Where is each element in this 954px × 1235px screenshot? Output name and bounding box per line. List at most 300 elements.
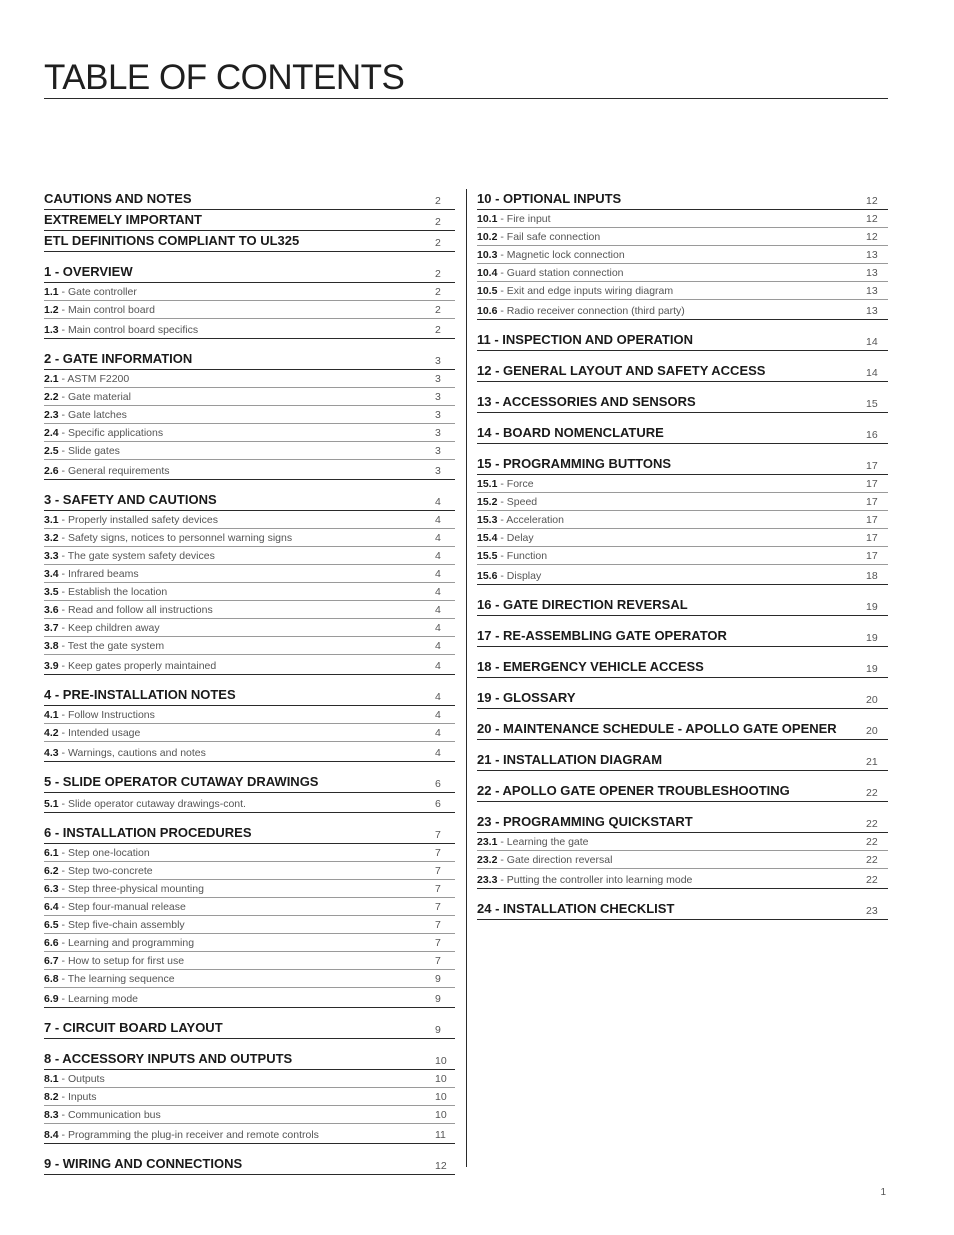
toc-entry-text: Inputs bbox=[67, 1091, 97, 1103]
toc-entry-8-3[interactable] bbox=[44, 1106, 455, 1124]
toc-page-number: 17 bbox=[866, 514, 878, 526]
toc-page-number: 3 bbox=[435, 409, 441, 421]
toc-entry-3-3[interactable] bbox=[44, 547, 455, 565]
toc-entry-10-5[interactable] bbox=[477, 282, 888, 300]
section-gap bbox=[477, 351, 888, 361]
toc-page-number: 23 bbox=[866, 905, 878, 917]
toc-entry-number: 6.5 bbox=[44, 919, 59, 931]
toc-entry-number: 15.1 bbox=[477, 478, 498, 490]
toc-entry-1-2[interactable] bbox=[44, 301, 455, 319]
toc-entry-15-3[interactable] bbox=[477, 511, 888, 529]
toc-page-number: 22 bbox=[866, 854, 878, 866]
toc-entry-text: Safety signs, notices to personnel warning signs bbox=[67, 532, 293, 544]
toc-page-number: 20 bbox=[866, 725, 878, 737]
toc-section-3-safety-and-cautions[interactable] bbox=[44, 490, 455, 511]
toc-entry-2-6[interactable] bbox=[44, 460, 455, 480]
toc-page-number: 7 bbox=[435, 919, 441, 931]
toc-entry-text: Step two-concrete bbox=[67, 865, 153, 877]
toc-section-title: 20 - MAINTENANCE SCHEDULE - APOLLO GATE OPENER bbox=[477, 721, 837, 736]
section-gap bbox=[44, 813, 455, 823]
toc-section-12-general-layout-and-safety-access[interactable] bbox=[477, 361, 888, 382]
toc-page-number: 7 bbox=[435, 883, 441, 895]
toc-page-number: 4 bbox=[435, 709, 441, 721]
toc-entry-separator: - bbox=[58, 324, 68, 336]
toc-entry-label bbox=[44, 603, 213, 618]
toc-entry-label bbox=[44, 426, 163, 441]
toc-entry-6-4[interactable] bbox=[44, 898, 455, 916]
toc-page-number: 17 bbox=[866, 550, 878, 562]
toc-page-number: 4 bbox=[435, 496, 441, 508]
section-gap bbox=[477, 444, 888, 454]
toc-entry-6-2[interactable] bbox=[44, 862, 455, 880]
toc-entry-separator: - bbox=[497, 836, 507, 848]
toc-entry-label bbox=[477, 266, 624, 281]
toc-section-20-maintenance-schedule-apollo-gate-opener[interactable] bbox=[477, 719, 888, 740]
toc-entry-separator: - bbox=[497, 249, 507, 261]
toc-page-number: 2 bbox=[435, 237, 441, 249]
section-gap bbox=[477, 709, 888, 719]
toc-page-number: 22 bbox=[866, 818, 878, 830]
toc-entry-label bbox=[44, 864, 153, 879]
toc-entry-text: Slide gates bbox=[67, 445, 120, 457]
toc-entry-separator: - bbox=[497, 213, 507, 225]
toc-entry-3-8[interactable] bbox=[44, 637, 455, 655]
toc-entry-number: 23.3 bbox=[477, 874, 498, 886]
toc-entry-4-2[interactable] bbox=[44, 724, 455, 742]
toc-entry-number: 1.2 bbox=[44, 304, 59, 316]
toc-entry-8-4[interactable] bbox=[44, 1124, 455, 1144]
toc-entry-separator: - bbox=[58, 901, 68, 913]
toc-section-11-inspection-and-operation[interactable] bbox=[477, 330, 888, 351]
toc-entry-1-3[interactable] bbox=[44, 319, 455, 339]
toc-section-19-glossary[interactable] bbox=[477, 688, 888, 709]
toc-entry-separator: - bbox=[58, 304, 68, 316]
toc-page-number: 13 bbox=[866, 249, 878, 261]
toc-entry-label bbox=[44, 846, 150, 861]
section-gap bbox=[477, 771, 888, 781]
toc-page-number: 13 bbox=[866, 305, 878, 317]
toc-page-number: 7 bbox=[435, 955, 441, 967]
toc-section-24-installation-checklist[interactable] bbox=[477, 899, 888, 920]
toc-entry-3-4[interactable] bbox=[44, 565, 455, 583]
toc-entry-separator: - bbox=[58, 568, 68, 580]
toc-entry-label bbox=[44, 567, 139, 582]
toc-entry-10-2[interactable] bbox=[477, 228, 888, 246]
toc-entry-label bbox=[44, 1128, 319, 1143]
toc-entry-label bbox=[44, 513, 218, 528]
toc-section-title: 12 - GENERAL LAYOUT AND SAFETY ACCESS bbox=[477, 363, 766, 378]
toc-entry-number: 2.2 bbox=[44, 391, 59, 403]
toc-entry-text: Main control board specifics bbox=[67, 324, 199, 336]
toc-entry-15-1[interactable] bbox=[477, 475, 888, 493]
toc-section-4-pre-installation-notes[interactable] bbox=[44, 685, 455, 706]
toc-section-6-installation-procedures[interactable] bbox=[44, 823, 455, 844]
toc-entry-3-2[interactable] bbox=[44, 529, 455, 547]
toc-page-number: 19 bbox=[866, 601, 878, 613]
toc-entry-text: Test the gate system bbox=[67, 640, 165, 652]
toc-entry-6-9[interactable] bbox=[44, 988, 455, 1008]
toc-section-title: 15 - PROGRAMMING BUTTONS bbox=[477, 456, 672, 471]
toc-entry-23-2[interactable] bbox=[477, 851, 888, 869]
toc-entry-label bbox=[44, 1072, 105, 1087]
toc-section-10-optional-inputs[interactable] bbox=[477, 189, 888, 210]
toc-entry-label bbox=[477, 531, 534, 546]
toc-entry-8-2[interactable] bbox=[44, 1088, 455, 1106]
toc-page-number: 2 bbox=[435, 268, 441, 280]
toc-entry-number: 2.4 bbox=[44, 427, 59, 439]
toc-entry-number: 10.2 bbox=[477, 231, 498, 243]
toc-entry-label bbox=[44, 882, 204, 897]
toc-page-number: 22 bbox=[866, 874, 878, 886]
toc-entry-label bbox=[477, 248, 625, 263]
toc-entry-separator: - bbox=[58, 286, 68, 298]
toc-entry-label bbox=[44, 372, 129, 387]
toc-page-number: 17 bbox=[866, 496, 878, 508]
toc-entry-4-3[interactable] bbox=[44, 742, 455, 762]
toc-entry-label bbox=[477, 853, 612, 868]
toc-entry-number: 1.1 bbox=[44, 286, 59, 298]
toc-entry-6-8[interactable] bbox=[44, 970, 455, 988]
toc-entry-separator: - bbox=[58, 640, 68, 652]
toc-page-number: 7 bbox=[435, 865, 441, 877]
toc-entry-number: 6.9 bbox=[44, 993, 59, 1005]
toc-section-16-gate-direction-reversal[interactable] bbox=[477, 595, 888, 616]
toc-entry-6-5[interactable] bbox=[44, 916, 455, 934]
toc-entry-separator: - bbox=[58, 1091, 68, 1103]
toc-section-13-accessories-and-sensors[interactable] bbox=[477, 392, 888, 413]
toc-entry-text: Force bbox=[506, 478, 534, 490]
toc-page-number: 12 bbox=[866, 231, 878, 243]
toc-entry-number: 15.2 bbox=[477, 496, 498, 508]
toc-entry-6-1[interactable] bbox=[44, 844, 455, 862]
toc-entry-text: Step five-chain assembly bbox=[67, 919, 185, 931]
toc-entry-text: Infrared beams bbox=[67, 568, 139, 580]
toc-section-2-gate-information[interactable] bbox=[44, 349, 455, 370]
toc-entry-separator: - bbox=[58, 427, 68, 439]
section-gap bbox=[477, 647, 888, 657]
toc-section-title: 14 - BOARD NOMENCLATURE bbox=[477, 425, 664, 440]
toc-section-title: 17 - RE-ASSEMBLING GATE OPERATOR bbox=[477, 628, 727, 643]
toc-entry-text: Establish the location bbox=[67, 586, 168, 598]
toc-page-number: 14 bbox=[866, 336, 878, 348]
toc-page-number: 6 bbox=[435, 798, 441, 810]
toc-page-number: 2 bbox=[435, 195, 441, 207]
toc-page-number: 2 bbox=[435, 304, 441, 316]
toc-entry-separator: - bbox=[58, 1073, 68, 1085]
toc-section-title: 21 - INSTALLATION DIAGRAM bbox=[477, 752, 663, 767]
toc-entry-label bbox=[477, 284, 673, 299]
section-gap bbox=[44, 762, 455, 772]
toc-entry-label bbox=[44, 585, 167, 600]
toc-entry-number: 6.6 bbox=[44, 937, 59, 949]
toc-entry-label bbox=[44, 531, 292, 546]
toc-page-number: 22 bbox=[866, 836, 878, 848]
toc-entry-text: Read and follow all instructions bbox=[67, 604, 213, 616]
toc-entry-3-9[interactable] bbox=[44, 655, 455, 675]
toc-page-number: 4 bbox=[435, 622, 441, 634]
toc-entry-label bbox=[44, 323, 198, 338]
toc-page-number: 13 bbox=[866, 267, 878, 279]
toc-entry-number: 3.7 bbox=[44, 622, 59, 634]
toc-section-22-apollo-gate-opener-troubleshooting[interactable] bbox=[477, 781, 888, 802]
toc-entry-1-1[interactable] bbox=[44, 283, 455, 301]
toc-section-1-overview[interactable] bbox=[44, 262, 455, 283]
toc-entry-separator: - bbox=[497, 550, 507, 562]
toc-entry-2-4[interactable] bbox=[44, 424, 455, 442]
toc-page-number: 19 bbox=[866, 663, 878, 675]
toc-entry-label bbox=[44, 936, 194, 951]
toc-section-etl-definitions-compliant-to-ul325[interactable] bbox=[44, 231, 455, 252]
toc-entry-separator: - bbox=[58, 660, 68, 672]
toc-entry-number: 6.3 bbox=[44, 883, 59, 895]
toc-entry-label bbox=[44, 390, 131, 405]
toc-entry-8-1[interactable] bbox=[44, 1070, 455, 1088]
toc-entry-text: Intended usage bbox=[67, 727, 141, 739]
toc-entry-2-1[interactable] bbox=[44, 370, 455, 388]
toc-section-title: 6 - INSTALLATION PROCEDURES bbox=[44, 825, 252, 840]
toc-entry-separator: - bbox=[497, 514, 507, 526]
toc-entry-label bbox=[477, 513, 564, 528]
toc-entry-separator: - bbox=[58, 514, 68, 526]
toc-section-title: 1 - OVERVIEW bbox=[44, 264, 133, 279]
toc-entry-6-6[interactable] bbox=[44, 934, 455, 952]
toc-entry-5-1[interactable] bbox=[44, 793, 455, 813]
toc-entry-15-5[interactable] bbox=[477, 547, 888, 565]
toc-entry-label bbox=[44, 408, 127, 423]
section-gap bbox=[477, 585, 888, 595]
toc-section-title: 13 - ACCESSORIES AND SENSORS bbox=[477, 394, 696, 409]
toc-page-number: 12 bbox=[435, 1160, 447, 1172]
toc-entry-label bbox=[477, 873, 692, 888]
toc-entry-text: Gate material bbox=[67, 391, 131, 403]
toc-entry-label bbox=[44, 621, 160, 636]
section-gap bbox=[477, 889, 888, 899]
toc-entry-separator: - bbox=[58, 550, 68, 562]
toc-entry-6-7[interactable] bbox=[44, 952, 455, 970]
toc-entry-4-1[interactable] bbox=[44, 706, 455, 724]
toc-section-title: 7 - CIRCUIT BOARD LAYOUT bbox=[44, 1020, 223, 1035]
toc-entry-separator: - bbox=[497, 478, 507, 490]
toc-entry-text: Keep children away bbox=[67, 622, 160, 634]
toc-entry-text: Magnetic lock connection bbox=[506, 249, 625, 261]
toc-right-column bbox=[477, 189, 888, 920]
toc-entry-text: Learning and programming bbox=[67, 937, 195, 949]
toc-entry-15-6[interactable] bbox=[477, 565, 888, 585]
section-gap bbox=[477, 616, 888, 626]
toc-entry-2-2[interactable] bbox=[44, 388, 455, 406]
toc-entry-separator: - bbox=[58, 919, 68, 931]
toc-entry-text: Speed bbox=[506, 496, 538, 508]
toc-entry-label bbox=[44, 900, 186, 915]
toc-page-number: 16 bbox=[866, 429, 878, 441]
toc-section-14-board-nomenclature[interactable] bbox=[477, 423, 888, 444]
toc-entry-label bbox=[44, 285, 137, 300]
toc-page-number: 14 bbox=[866, 367, 878, 379]
page-title: TABLE OF CONTENTS bbox=[44, 58, 888, 99]
section-gap bbox=[477, 740, 888, 750]
toc-section-title: 18 - EMERGENCY VEHICLE ACCESS bbox=[477, 659, 704, 674]
section-gap bbox=[44, 675, 455, 685]
toc-section-extremely-important[interactable] bbox=[44, 210, 455, 231]
toc-page-number: 4 bbox=[435, 660, 441, 672]
toc-entry-label bbox=[477, 549, 547, 564]
toc-entry-text: Exit and edge inputs wiring diagram bbox=[506, 285, 674, 297]
toc-entry-text: Display bbox=[506, 570, 542, 582]
toc-entry-separator: - bbox=[58, 993, 68, 1005]
toc-page-number: 4 bbox=[435, 586, 441, 598]
toc-entry-23-1[interactable] bbox=[477, 833, 888, 851]
toc-entry-separator: - bbox=[58, 973, 68, 985]
toc-page-number: 4 bbox=[435, 532, 441, 544]
toc-section-title: 23 - PROGRAMMING QUICKSTART bbox=[477, 814, 693, 829]
toc-page-number: 20 bbox=[866, 694, 878, 706]
toc-entry-text: Outputs bbox=[67, 1073, 105, 1085]
toc-entry-label bbox=[44, 659, 216, 674]
toc-page-number: 9 bbox=[435, 1024, 441, 1036]
toc-page-number: 18 bbox=[866, 570, 878, 582]
toc-page-number: 3 bbox=[435, 427, 441, 439]
toc-entry-text: Guard station connection bbox=[506, 267, 624, 279]
toc-entry-number: 10.5 bbox=[477, 285, 498, 297]
toc-entry-number: 3.8 bbox=[44, 640, 59, 652]
toc-entry-separator: - bbox=[58, 465, 68, 477]
toc-section-8-accessory-inputs-and-outputs[interactable] bbox=[44, 1049, 455, 1070]
toc-entry-number: 8.4 bbox=[44, 1129, 59, 1141]
toc-entry-label bbox=[44, 708, 155, 723]
toc-entry-3-7[interactable] bbox=[44, 619, 455, 637]
toc-entry-number: 5.1 bbox=[44, 798, 59, 810]
toc-entry-number: 10.4 bbox=[477, 267, 498, 279]
toc-entry-number: 15.5 bbox=[477, 550, 498, 562]
toc-page-number: 19 bbox=[866, 632, 878, 644]
toc-entry-label bbox=[44, 464, 170, 479]
section-gap bbox=[44, 480, 455, 490]
toc-entry-number: 2.5 bbox=[44, 445, 59, 457]
toc-entry-text: Acceleration bbox=[506, 514, 564, 526]
toc-entry-number: 2.6 bbox=[44, 465, 59, 477]
toc-page-number: 4 bbox=[435, 691, 441, 703]
toc-entry-10-4[interactable] bbox=[477, 264, 888, 282]
toc-entry-separator: - bbox=[58, 883, 68, 895]
toc-entry-number: 2.1 bbox=[44, 373, 59, 385]
toc-section-15-programming-buttons[interactable] bbox=[477, 454, 888, 475]
toc-entry-separator: - bbox=[58, 865, 68, 877]
toc-entry-separator: - bbox=[58, 1129, 68, 1141]
toc-entry-number: 15.3 bbox=[477, 514, 498, 526]
section-gap bbox=[44, 252, 455, 262]
toc-entry-3-5[interactable] bbox=[44, 583, 455, 601]
toc-section-21-installation-diagram[interactable] bbox=[477, 750, 888, 771]
toc-entry-separator: - bbox=[58, 955, 68, 967]
toc-page-number: 10 bbox=[435, 1055, 447, 1067]
toc-page-number: 3 bbox=[435, 373, 441, 385]
toc-section-7-circuit-board-layout[interactable] bbox=[44, 1018, 455, 1039]
toc-entry-number: 6.4 bbox=[44, 901, 59, 913]
toc-section-18-emergency-vehicle-access[interactable] bbox=[477, 657, 888, 678]
toc-page-number: 7 bbox=[435, 901, 441, 913]
toc-entry-6-3[interactable] bbox=[44, 880, 455, 898]
toc-entry-2-5[interactable] bbox=[44, 442, 455, 460]
toc-entry-number: 10.1 bbox=[477, 213, 498, 225]
toc-entry-15-2[interactable] bbox=[477, 493, 888, 511]
toc-page-number: 22 bbox=[866, 787, 878, 799]
toc-entry-3-1[interactable] bbox=[44, 511, 455, 529]
toc-entry-3-6[interactable] bbox=[44, 601, 455, 619]
toc-section-23-programming-quickstart[interactable] bbox=[477, 812, 888, 833]
toc-section-9-wiring-and-connections[interactable] bbox=[44, 1154, 455, 1175]
toc-entry-separator: - bbox=[497, 570, 507, 582]
toc-section-17-re-assembling-gate-operator[interactable] bbox=[477, 626, 888, 647]
toc-entry-number: 8.3 bbox=[44, 1109, 59, 1121]
toc-entry-separator: - bbox=[497, 267, 507, 279]
toc-page-number: 12 bbox=[866, 195, 878, 207]
toc-entry-2-3[interactable] bbox=[44, 406, 455, 424]
toc-page-number: 17 bbox=[866, 478, 878, 490]
toc-entry-text: Programming the plug-in receiver and remote controls bbox=[67, 1129, 319, 1141]
toc-page-number: 10 bbox=[435, 1109, 447, 1121]
toc-entry-text: Fire input bbox=[506, 213, 551, 225]
toc-section-title: 2 - GATE INFORMATION bbox=[44, 351, 193, 366]
toc-section-title: 10 - OPTIONAL INPUTS bbox=[477, 191, 622, 206]
toc-entry-label bbox=[44, 639, 164, 654]
toc-entry-separator: - bbox=[58, 532, 68, 544]
toc-entry-text: Learning the gate bbox=[506, 836, 589, 848]
toc-entry-text: Specific applications bbox=[67, 427, 164, 439]
toc-entry-text: Gate direction reversal bbox=[506, 854, 613, 866]
toc-section-5-slide-operator-cutaway-drawings[interactable] bbox=[44, 772, 455, 793]
toc-entry-number: 15.4 bbox=[477, 532, 498, 544]
toc-entry-number: 3.3 bbox=[44, 550, 59, 562]
toc-entry-23-3[interactable] bbox=[477, 869, 888, 889]
toc-entry-separator: - bbox=[58, 1109, 68, 1121]
toc-entry-text: Putting the controller into learning mode bbox=[506, 874, 693, 886]
toc-entry-label bbox=[477, 212, 551, 227]
toc-page-number: 17 bbox=[866, 460, 878, 472]
toc-entry-separator: - bbox=[58, 373, 68, 385]
toc-entry-label bbox=[44, 1090, 97, 1105]
toc-section-cautions-and-notes[interactable] bbox=[44, 189, 455, 210]
toc-entry-15-4[interactable] bbox=[477, 529, 888, 547]
toc-page-number: 7 bbox=[435, 829, 441, 841]
toc-page-number: 12 bbox=[866, 213, 878, 225]
toc-entry-label bbox=[44, 726, 140, 741]
toc-page-number: 7 bbox=[435, 847, 441, 859]
section-gap bbox=[44, 1039, 455, 1049]
toc-page-number: 4 bbox=[435, 568, 441, 580]
toc-page-number: 2 bbox=[435, 324, 441, 336]
toc-entry-number: 15.6 bbox=[477, 570, 498, 582]
toc-entry-number: 8.2 bbox=[44, 1091, 59, 1103]
section-gap bbox=[44, 1008, 455, 1018]
toc-entry-10-6[interactable] bbox=[477, 300, 888, 320]
toc-entry-number: 3.5 bbox=[44, 586, 59, 598]
section-gap bbox=[477, 413, 888, 423]
toc-entry-label bbox=[477, 304, 685, 319]
toc-section-title: EXTREMELY IMPORTANT bbox=[44, 212, 202, 227]
toc-entry-number: 10.3 bbox=[477, 249, 498, 261]
toc-page-number: 3 bbox=[435, 391, 441, 403]
toc-entry-label bbox=[477, 477, 534, 492]
toc-entry-10-1[interactable] bbox=[477, 210, 888, 228]
toc-entry-label bbox=[44, 992, 138, 1007]
toc-page-number: 3 bbox=[435, 355, 441, 367]
toc-section-title: 8 - ACCESSORY INPUTS AND OUTPUTS bbox=[44, 1051, 293, 1066]
toc-entry-separator: - bbox=[497, 285, 507, 297]
toc-entry-text: The learning sequence bbox=[67, 973, 175, 985]
toc-page-number: 2 bbox=[435, 286, 441, 298]
toc-entry-separator: - bbox=[497, 874, 507, 886]
toc-entry-10-3[interactable] bbox=[477, 246, 888, 264]
